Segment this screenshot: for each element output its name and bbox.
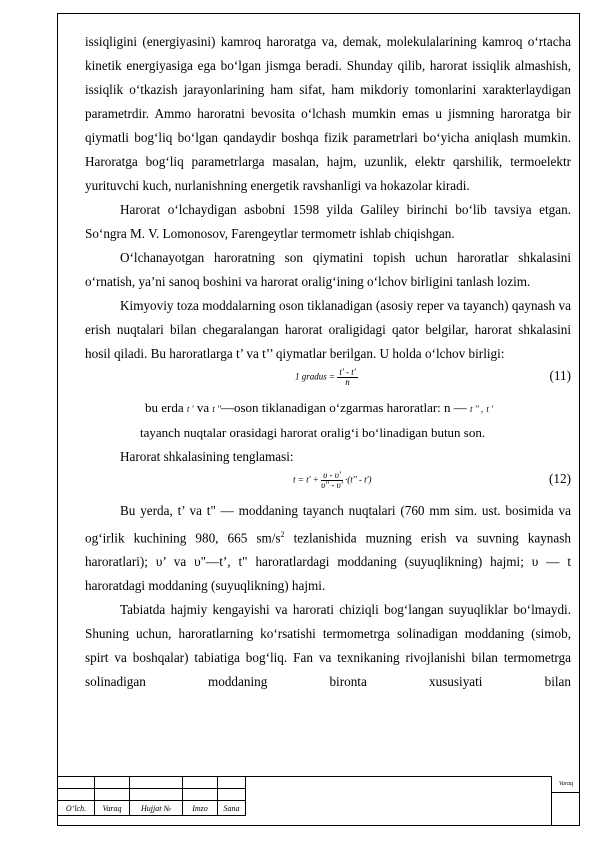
col-olch: O‘lch. (58, 801, 95, 816)
equation-12 (85, 469, 571, 499)
paragraph-2: Harorat o‘lchaydigan asbobni 1598 yilda Galiley birinchi bo‘lib tavsiya etgan. So‘ngra M. V. Lomonosov, Farengeytlar termometr ishlab chiqishgan. (85, 202, 571, 241)
equation-11-number: (11) (549, 368, 571, 383)
title-block-main (242, 776, 552, 826)
col-imzo: Imzo (183, 801, 218, 816)
sheet-number-box (551, 776, 580, 826)
paragraph-7: Tabiatda hajmiy kengayishi va harorati chiziqli bog‘langan suyuqliklar bo‘lmaydi. Shuning uchun, haroratlarning ko‘rsatishi termometrga solinadigan moddaning (simob, spirt va boshqalar) tabiatiga bog‘liq. Fan va texnikaning rivojlanishi bilan termometrga solinadigan moddaning bironta xususiyati bilan (85, 602, 571, 690)
paragraph-6: Bu yerda, t’ va t" — moddaning tayanch nuqtalari (760 mm sim. ust. bosimida va og‘irlik kuchining 980, 665 $sm/s^2$ tezlanishida muzning erish va suvning kaynash haroratlari); υ’ va υ"—t’, t" haroratlardagi moddaning (suyuqlikning) hajmi; υ — t haroratdagi moddaning (suyuqlikning) hajmi. (85, 503, 571, 594)
note-line-1: bu erda t ' va t ''—oson tiklanadigan o‘zgarmas haroratlar: n — t '' , t ' (145, 400, 494, 415)
col-sana: Sana (218, 801, 246, 816)
equation-11 (85, 366, 571, 396)
equation-12-number: (12) (549, 471, 571, 486)
note-line-2: tayanch nuqtalar orasidagi harorat oralig‘i bo‘linadigan butun son. (140, 425, 486, 440)
equation-12-formula: t = t' + $\frac{\upsilon - \upsilon'}{\upsilon'' - \upsilon'}$ ·(t'' - t') (293, 470, 372, 490)
col-varaq: Varaq (95, 801, 130, 816)
equation-12-fraction: $\frac{\upsilon - \upsilon'}{\upsilon'' - \upsilon'}$ (321, 470, 343, 490)
title-block-table (57, 776, 246, 816)
title-block (57, 776, 580, 826)
paragraph-1: issiqligini (energiyasini) kamroq haroratga va, demak, molekulalarining kamroq o‘rtacha kinetik energiyasiga ega bo‘lgan jismga beradi. Shunday qilib, harorat issiqlik almashish, issiqlik o‘tkazish jarayonlarining ham sifat, ham mikdoriy tomonlarini xarakterlaydigan parametrdir. Ammo haroratni bevosita o‘lchash mumkin emas u jismning haroratga bir qiymatli bog‘liq bo‘lgan qandaydir boshqa fizik parametrlari bo‘yicha aniqlash mumkin. Haroratga bog‘liq parametrlarga masalan, hajm, uzunlik, elektr qarshilik, termoelektr yurituvchi kuch, nurlanishning energetik ravshanligi va hokazolar kiradi. (85, 34, 571, 193)
document-body (85, 30, 571, 694)
paragraph-3: O‘lchanayotgan haroratning son qiymatini topish uchun haroratlar shkalasini o‘rnatish, ya’ni sanoq boshini va harorat oralig‘ining o‘lchov birligini tanlash lozim. (85, 250, 571, 289)
equation-11-fraction: $\frac{t' - t'}{n}$ (339, 367, 356, 387)
col-hujjat: Hujjat № (130, 801, 183, 816)
sheet-label: Varaq (552, 776, 580, 793)
paragraph-5: Harorat shkalasining tenglamasi: (120, 449, 294, 464)
equation-11-formula: 1 gradus = $\frac{t' - t'}{n}$ (295, 367, 356, 387)
paragraph-4: Kimyoviy toza moddalarning oson tiklanadigan (asosiy reper va tayanch) qaynash va erish nuqtalari bilan chegaralangan harorat oraligidagi qator belgilar, harorat shkalasini hosil qiladi. Bu haroratlarga t’ va t’’ qiymatlar berilgan. U holda o‘lchov birligi: (85, 298, 571, 361)
